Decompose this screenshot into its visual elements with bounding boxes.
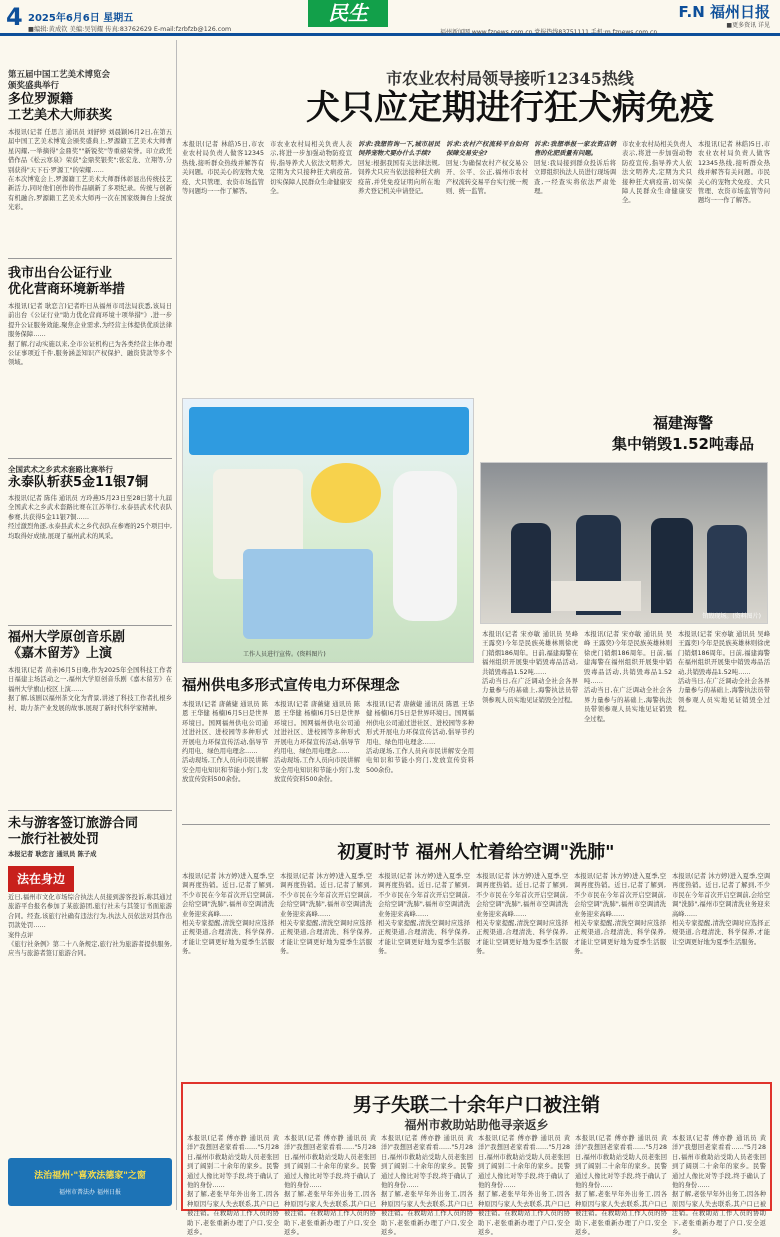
page-header <box>0 0 780 36</box>
coastguard-body-3: 本报讯(记者 宋亦敏 通讯员 吴峰 王露奕)今年是民族英雄林则徐虎门销烟186周年。日前,福建海警在福州组织开展集中销毁毒品活动,共销毁毒品1.52吨…… 活动当日,在广泛调动全社会各界力量参与的基础上,海警执法员带领参观人员实地见证销毁全过程。 <box>678 631 770 714</box>
power-photo <box>182 398 474 663</box>
photo-caption: 销毁现场。(资料图片) <box>702 613 761 620</box>
article-body: 本报讯(记者 黄赤)6月5日晚,作为2025年全国科技工作者日福建主场活动之一,福州大学原创音乐剧《嘉木留芳》在福州大学旗山校区上演…… 据了解,该剧以福州茶文化为背景,讲述了科技工作者扎根乡村、助力茶产业发展的故事,展现了新时代科学家精神。 <box>8 667 172 712</box>
article-kicker: 第五届中国工艺美术博览会 <box>8 70 111 80</box>
lost-body-1: 本报讯(记者 傅亦静 通讯员 黄洋)"我想回老家看看……"5月28日,福州市救助站受助人员老张回到了阔别二十余年的家乡。民警通过人像比对等手段,终于确认了他的身份…… 据了解,老张早年外出务工,因各种原因与家人失去联系,其户口已被注销。在救助站工作人员的协助下,老张重新办理了户口,安全返乡。 <box>187 1135 279 1237</box>
article-musical <box>8 630 172 806</box>
lead-kicker: 市农业农村局领导接听12345热线 <box>386 69 634 88</box>
lead-title: 犬只应定期进行狂犬病免疫 <box>306 88 714 128</box>
article-byline: 本报记者 耿恋言 通讯员 陈子成 <box>8 851 97 858</box>
article-body: 本报讯(记者 耿恋言)记者昨日从福州市司法局获悉,该局日前出台《公证行业"助力优化营商环境十项举措"》,进一步提升公证服务效能,聚焦企业需求,为经营主体提供优质法律服务保障…… 据了解,行动实施以来,全市公证机构已为各类经营主体办理公证事项近千件,服务涵盖知识产权保护、融资贷款等多个领域。 <box>8 303 172 367</box>
article-wushu <box>8 464 172 634</box>
article-title: 《嘉木留芳》上演 <box>8 646 113 661</box>
coastguard-photo <box>480 462 768 624</box>
article-kicker: 颁奖盛典举行 <box>8 81 60 91</box>
article-coastguard <box>596 412 770 454</box>
lead-body-2: 市农业农村局相关负责人表示,将进一步加强动物防疫宣传,指导养犬人依法文明养犬,定期为犬只接种狂犬病疫苗,切实保障人民群众生命健康安全。 <box>270 141 352 196</box>
lost-body-4: 本报讯(记者 傅亦静 通讯员 黄洋)"我想回老家看看……"5月28日,福州市救助站受助人员老张回到了阔别二十余年的家乡。民警通过人像比对等手段,终于确认了他的身份…… 据了解,老张早年外出务工,因各种原因与家人失去联系,其户口已被注销。在救助站工作人员的协助下,老张重新办理了户口,安全返乡。 <box>478 1135 570 1237</box>
article-body: 本报讯(记者 陈伟 通讯员 方玲燕)5月23日至28日第十九届全国武术之乡武术套路比赛在江苏举行,永泰县武术代表队参赛,共获得5金11银7铜…… 经过激烈角逐,永泰县武术之乡代表队在参赛的25个项目中,均取得好成绩,展现了福州武术的风采。 <box>8 495 172 540</box>
article-title: 我市出台公证行业 <box>8 266 113 281</box>
power-title: 福州供电多形式宣传电力环保理念 <box>182 678 400 694</box>
article-title: 集中销毁1.52吨毒品 <box>611 435 754 453</box>
article-title: 男子失联二十余年户口被注销 <box>352 1094 600 1116</box>
lead-answer-2: 回复:为确保农村产权交易公开、公平、公正,福州市农村产权流转交易平台实行统一规则、统一监管。 <box>446 159 528 196</box>
page-date: 2025年6月6日 星期五 <box>28 13 134 24</box>
sub-logo: ■更多资讯 详见 <box>726 22 770 29</box>
lost-body-2: 本报讯(记者 傅亦静 通讯员 黄洋)"我想回老家看看……"5月28日,福州市救助站受助人员老张回到了阔别二十余年的家乡。民警通过人像比对等手段,终于确认了他的身份…… 据了解,老张早年外出务工,因各种原因与家人失去联系,其户口已被注销。在救助站工作人员的协助下,老张重新办理了户口,安全返乡。 <box>284 1135 376 1237</box>
article-travel-agency <box>8 816 172 1143</box>
ac-body-2: 本报讯(记者 沐方婷)进入夏季,空调再度热销。近日,记者了解到,不少市民在今年首次开启空调前,会给空调"洗肺",福州市空调清洗业务迎来高峰…… 相关专家提醒,清洗空调时应选择正规渠道,合理清洗、科学保养,才能让空调更好地为夏季生活服务。 <box>280 873 372 956</box>
article-title: 福建海警 <box>652 414 713 432</box>
ac-body-5: 本报讯(记者 沐方婷)进入夏季,空调再度热销。近日,记者了解到,不少市民在今年首次开启空调前,会给空调"洗肺",福州市空调清洗业务迎来高峰…… 相关专家提醒,清洗空调时应选择正规渠道,合理清洗、科学保养,才能让空调更好地为夏季生活服务。 <box>574 873 666 956</box>
website-line: 福州新闻网 www.fznews.com.cn 党报热线83751111 手机:m.fznews.com.cn <box>440 29 658 36</box>
lead-body-1: 本报讯(记者 林皓)5日,市农业农村局负责人做客12345热线,接听群众热线并解答有关问题。市民关心的宠物犬免疫、犬只管理、农资市场监管等问题均一一作了解答。 <box>182 141 264 196</box>
article-title: 工艺美术大师获奖 <box>8 108 113 123</box>
article-title: 优化营商环境新举措 <box>8 282 126 297</box>
lead-question-2: 诉求:农村产权流转平台如何保障交易安全? <box>446 141 528 158</box>
article-kicker: 全国武术之乡武术套路比赛举行 <box>8 465 113 474</box>
article-title: 一旅行社被处罚 <box>8 832 100 847</box>
ac-title: 初夏时节 福州人忙着给空调"洗肺" <box>337 842 615 863</box>
lead-question-1: 诉求:我想咨询一下,城市居民饲养宠物犬要办什么手续? <box>358 141 440 158</box>
lost-body-5: 本报讯(记者 傅亦静 通讯员 黄洋)"我想回老家看看……"5月28日,福州市救助站受助人员老张回到了阔别二十余年的家乡。民警通过人像比对等手段,终于确认了他的身份…… 据了解,老张早年外出务工,因各种原因与家人失去联系,其户口已被注销。在救助站工作人员的协助下,老张重新办理了户口,安全返乡。 <box>575 1135 667 1237</box>
ac-body-6: 本报讯(记者 沐方婷)进入夏季,空调再度热销。近日,记者了解到,不少市民在今年首次开启空调前,会给空调"洗肺",福州市空调清洗业务迎来高峰…… 相关专家提醒,清洗空调时应选择正规渠道,合理清洗、科学保养,才能让空调更好地为夏季生活服务。 <box>672 873 770 946</box>
lead-answer-3: 回复:我局接到群众投诉后将立即组织执法人员进行现场调查,一经查实将依法严肃处理。 <box>534 159 616 196</box>
section-badge: 民生 <box>308 0 388 27</box>
column-label: 法在身边 <box>8 866 74 892</box>
photo-caption: 工作人员进行宣传。(资料图片) <box>243 651 326 658</box>
coastguard-body-2: 本报讯(记者 宋亦敏 通讯员 吴峰 王露奕)今年是民族英雄林则徐虎门销烟186周年。日前,福建海警在福州组织开展集中销毁毒品活动,共销毁毒品1.52吨…… 活动当日,在广泛调动全社会各界力量参与的基础上,海警执法员带领参观人员实地见证销毁全过程。 <box>584 631 672 723</box>
power-body-3: 本报讯(记者 唐薇婕 通讯员 陈恩 王华健 杨楠)6月5日是世界环境日。国网福州供电公司通过进社区、进校园等多种形式开展电力环保宣传活动,倡导节约用电、绿色用电理念…… 活动现场,工作人员向市民讲解安全用电知识和节能小窍门,发放宣传资料500余份。 <box>366 701 474 774</box>
article-title: 多位罗源籍 <box>8 92 74 107</box>
ad-title: 法治福州·"喜欢法德家"之窗 <box>34 1171 146 1181</box>
newspaper-logo: F.N 福州日报 <box>678 3 770 21</box>
coastguard-body-1: 本报讯(记者 宋亦敏 通讯员 吴峰 王露奕)今年是民族英雄林则徐虎门销烟186周年。日前,福建海警在福州组织开展集中销毁毒品活动,共销毁毒品1.52吨…… 活动当日,在广泛调动全社会各界力量参与的基础上,海警执法员带领参观人员实地见证销毁全过程。 <box>482 631 578 704</box>
editors-line: ■编辑:黄成钦 美编:吴钊耀 传真:83762629 E-mail:fzrbfzb@126.com <box>28 26 232 33</box>
article-body: 本报讯(记者 任思言 通讯员 刘舒婷 刘晨颖)6月2日,在第五届中国工艺美术博览会颁奖盛典上,罗源籍工艺美术大师曹星闪耀,一举摘得"金鼎奖""新锐奖"等重磅荣誉。印立政凭借作品《松云寒泉》荣获"金鼎奖银奖";张宏龙、立翔等,分别获得"天下石·罗源工"的荣耀…… 在本次博览会上,罗源籍工艺美术大师群体彰显出传统技艺新活力,同时他们创作的作品刷新了多项纪录。传统与创新有机融合,罗源籍工艺美术大师再一次在国家级舞台上绽放光彩。 <box>8 129 172 212</box>
ac-body-4: 本报讯(记者 沐方婷)进入夏季,空调再度热销。近日,记者了解到,不少市民在今年首次开启空调前,会给空调"洗肺",福州市空调清洗业务迎来高峰…… 相关专家提醒,清洗空调时应选择正规渠道,合理清洗、科学保养,才能让空调更好地为夏季生活服务。 <box>476 873 568 956</box>
ad-sponsors: 福州市普法办 福州日报 <box>59 1189 121 1196</box>
article-subtitle: 福州市救助站助他寻亲返乡 <box>404 1118 549 1132</box>
article-lost-man <box>181 1082 772 1237</box>
power-body-1: 本报讯(记者 唐薇婕 通讯员 陈恩 王华健 杨楠)6月5日是世界环境日。国网福州供电公司通过进社区、进校园等多种形式开展电力环保宣传活动,倡导节约用电、绿色用电理念…… 活动现场,工作人员向市民讲解安全用电知识和节能小窍门,发放宣传资料500余份。 <box>182 701 268 784</box>
lead-article <box>182 140 770 390</box>
ac-body-3: 本报讯(记者 沐方婷)进入夏季,空调再度热销。近日,记者了解到,不少市民在今年首次开启空调前,会给空调"洗肺",福州市空调清洗业务迎来高峰…… 相关专家提醒,清洗空调时应选择正规渠道,合理清洗、科学保养,才能让空调更好地为夏季生活服务。 <box>378 873 470 956</box>
article-title: 永泰队斩获5金11银7铜 <box>8 475 149 490</box>
lost-body-6: 本报讯(记者 傅亦静 通讯员 黄洋)"我想回老家看看……"5月28日,福州市救助站受助人员老张回到了阔别二十余年的家乡。民警通过人像比对等手段,终于确认了他的身份…… 据了解,老张早年外出务工,因各种原因与家人失去联系,其户口已被注销。在救助站工作人员的协助下,老张重新办理了户口,安全返乡。 <box>672 1135 766 1237</box>
page-number: 4 <box>6 3 23 31</box>
lead-answer-1: 回复:根据我国有关法律法规,饲养犬只应当依法接种狂犬病疫苗,并凭免疫证明向所在地养犬登记机关申请登记。 <box>358 159 440 196</box>
article-craft-awards <box>8 70 172 256</box>
article-title: 福州大学原创音乐剧 <box>8 630 126 645</box>
lead-body-4: 本报讯(记者 林皓)5日,市农业农村局负责人做客12345热线,接听群众热线并解答有关问题。市民关心的宠物犬免疫、犬只管理、农资市场监管等问题均一一作了解答。 <box>698 141 770 205</box>
legal-ad-banner <box>8 1158 172 1206</box>
article-notary <box>8 266 172 442</box>
lost-body-3: 本报讯(记者 傅亦静 通讯员 黄洋)"我想回老家看看……"5月28日,福州市救助站受助人员老张回到了阔别二十余年的家乡。民警通过人像比对等手段,终于确认了他的身份…… 据了解,老张早年外出务工,因各种原因与家人失去联系,其户口已被注销。在救助站工作人员的协助下,老张重新办理了户口,安全返乡。 <box>381 1135 473 1237</box>
lead-body-3: 市农业农村局相关负责人表示,将进一步加强动物防疫宣传,指导养犬人依法文明养犬,定期为犬只接种狂犬病疫苗,切实保障人民群众生命健康安全。 <box>622 141 692 205</box>
article-title: 未与游客签订旅游合同 <box>8 816 139 831</box>
ac-body-1: 本报讯(记者 沐方婷)进入夏季,空调再度热销。近日,记者了解到,不少市民在今年首次开启空调前,会给空调"洗肺",福州市空调清洗业务迎来高峰…… 相关专家提醒,清洗空调时应选择正规渠道,合理清洗、科学保养,才能让空调更好地为夏季生活服务。 <box>182 873 274 956</box>
power-body-2: 本报讯(记者 唐薇婕 通讯员 陈恩 王华健 杨楠)6月5日是世界环境日。国网福州供电公司通过进社区、进校园等多种形式开展电力环保宣传活动,倡导节约用电、绿色用电理念…… 活动现场,工作人员向市民讲解安全用电知识和节能小窍门,发放宣传资料500余份。 <box>274 701 360 784</box>
article-body: 近日,福州市文化市场综合执法人员接到游客投诉,称其通过旅游平台报名参加了某旅游团,旅行社未与其签订书面旅游合同。经查,该旅行社确有违法行为,执法人员依法对其作出罚款处罚…… 案件点评 《旅行社条例》第二十八条规定,旅行社为旅游者提供服务,应当与旅游者签订旅游合同。 <box>8 894 172 958</box>
lead-question-3: 诉求:我想举报一家农资店销售的化肥质量有问题。 <box>534 141 616 158</box>
